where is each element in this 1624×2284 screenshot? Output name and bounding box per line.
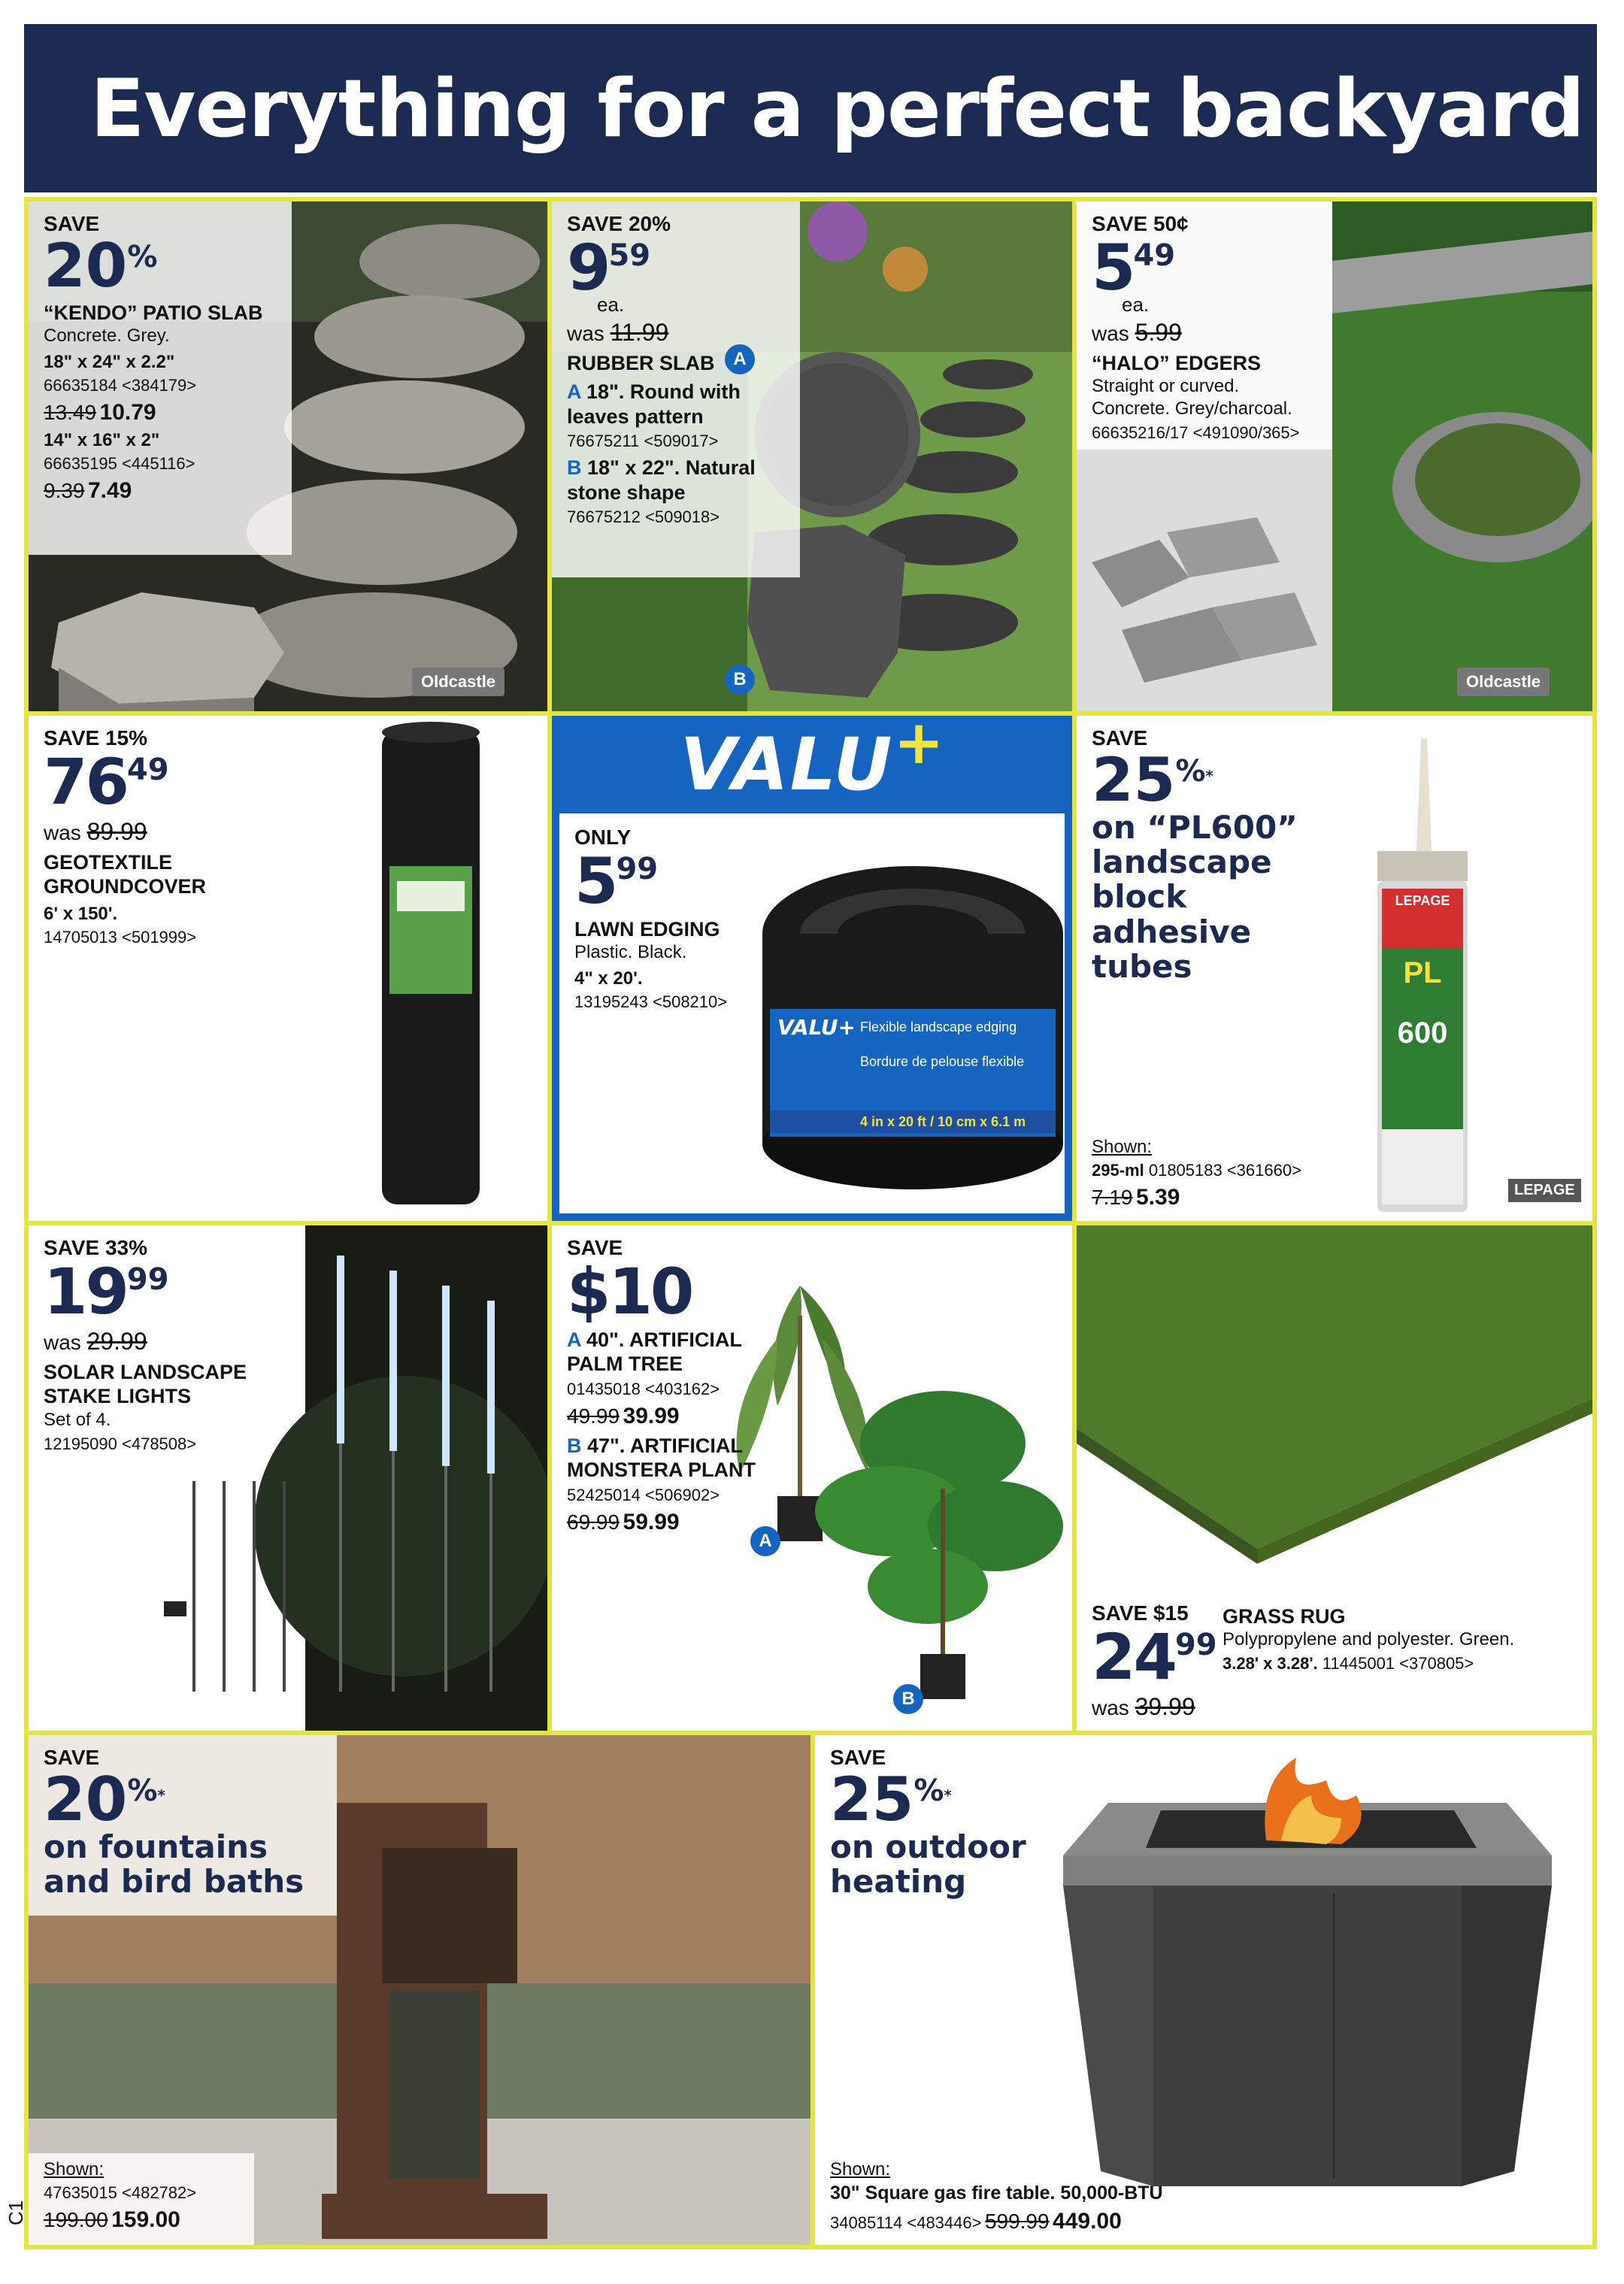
solar-lights-tile[interactable] <box>29 1225 547 1731</box>
product-description: Set of 4. <box>44 1409 111 1430</box>
artificial-plants-tile[interactable] <box>552 1225 1072 1731</box>
promo-text: on fountains and bird baths <box>44 1828 304 1901</box>
patio-slab-tile[interactable] <box>29 201 547 711</box>
shown-label: Shown: <box>830 2159 891 2179</box>
package-line-2: Bordure de pelouse flexible <box>860 1054 1025 1069</box>
sale-price: $24^{99}$ <box>1092 1620 1217 1694</box>
save-amount: $10 <box>567 1255 692 1328</box>
package-line-1: Flexible landscape edging <box>860 1019 1017 1034</box>
variant-a-badge: A <box>725 344 755 374</box>
product-name: SOLAR LANDSCAPE <box>44 1361 247 1383</box>
variant-size: 14" x 16" x 2" <box>44 430 160 451</box>
was-price: was 11.99 <box>567 319 669 346</box>
save-label: SAVE 33% <box>44 1236 147 1259</box>
product-sku: 47635015 <482782> <box>44 2183 197 2202</box>
save-label: SAVE 50¢ <box>1092 212 1189 235</box>
outdoor-heating-tile[interactable] <box>815 1735 1592 2245</box>
product-sku: 12195090 <478508> <box>44 1434 197 1453</box>
variant-b-sku: 76675212 <509018> <box>567 507 720 526</box>
variant-sku: 66635184 <384179> <box>44 376 197 395</box>
product-name: GRASS RUG <box>1223 1605 1346 1628</box>
product-sku: 295-ml 01805183 <361660> <box>1092 1161 1301 1180</box>
variant-b-price: 69.99 59.99 <box>567 1509 680 1534</box>
package-brand: VALU+ <box>777 1015 856 1040</box>
product-sku: 66635216/17 <491090/365> <box>1092 423 1300 443</box>
save-label: SAVE $15 <box>1092 1601 1189 1625</box>
save-label: SAVE 15% <box>44 726 147 750</box>
product-name: GROUNDCOVER <box>44 875 207 898</box>
save-percent: 20% <box>44 231 158 301</box>
shown-label: Shown: <box>44 2159 105 2179</box>
promo-text: on outdoor heating <box>830 1828 1026 1901</box>
product-sku: 13195243 <508210> <box>574 992 728 1012</box>
product-name: GEOTEXTILE <box>44 851 173 874</box>
product-description: Plastic. Black. <box>574 942 687 963</box>
sale-price: $9^{59}$ ea. <box>567 231 651 316</box>
save-label: SAVE <box>830 1746 886 1769</box>
variant-b-badge: B <box>725 665 755 695</box>
tube-number: 600 <box>1397 1016 1448 1050</box>
lawn-edging-tile[interactable] <box>552 716 1072 1221</box>
save-percent: 20%* <box>44 1764 165 1834</box>
was-price: was 5.99 <box>1092 319 1182 346</box>
variant-b-badge: B <box>893 1684 923 1714</box>
rubber-slab-tile[interactable] <box>552 201 1072 711</box>
lepage-logo: LEPAGE <box>1508 1179 1581 1202</box>
save-label: SAVE <box>44 212 100 235</box>
save-percent: 25%* <box>830 1764 952 1834</box>
grass-rug-tile[interactable] <box>1077 1225 1592 1731</box>
package-size: 4 in x 20 ft / 10 cm x 6.1 m <box>860 1114 1026 1129</box>
variant-price: 9.39 7.49 <box>44 478 132 504</box>
variant-a-badge: A <box>750 1526 780 1556</box>
product-description: Polypropylene and polyester. Green. <box>1223 1629 1515 1650</box>
product-price: 34085114 <483446> 599.99 449.00 <box>830 2209 1122 2234</box>
product-description: Concrete. Grey. <box>44 326 170 347</box>
product-price: 7.19 5.39 <box>1092 1185 1180 1210</box>
was-price: was 39.99 <box>1092 1693 1195 1720</box>
product-price: 199.00 159.00 <box>44 2207 180 2232</box>
variant-b: B 47". ARTIFICIAL MONSTERA PLANT <box>567 1434 756 1482</box>
product-sku: 14705013 <501999> <box>44 927 197 947</box>
valu-plus-panel <box>559 813 1065 1213</box>
save-label: SAVE <box>44 1746 100 1769</box>
product-description: Straight or curved. <box>1092 376 1240 397</box>
product-size: 4" x 20'. <box>574 968 643 989</box>
variant-a: A 18". Round with leaves pattern <box>567 380 741 428</box>
promo-text: on “PL600” landscape block adhesive tubes <box>1092 809 1298 985</box>
page-header <box>24 24 1597 192</box>
variant-a-sku: 76675211 <509017> <box>567 432 719 451</box>
variant-b-sku: 52425014 <506902> <box>567 1485 720 1504</box>
page-title: Everything for a perfect backyard <box>90 62 1585 155</box>
oldcastle-logo: Oldcastle <box>412 668 504 696</box>
product-description: Concrete. Grey/charcoal. <box>1092 398 1292 420</box>
variant-price: 13.49 10.79 <box>44 400 156 426</box>
sale-price: $19^{99}$ <box>44 1255 169 1328</box>
product-name: 30" Square gas fire table. 50,000-BTU <box>830 2183 1163 2204</box>
fountain-tile[interactable] <box>29 1735 810 2245</box>
tube-label: PL <box>1403 956 1442 989</box>
halo-edgers-tile[interactable] <box>1077 201 1592 711</box>
variant-size: 18" x 24" x 2.2" <box>44 352 175 373</box>
sale-price: $5^{99}$ <box>574 844 659 918</box>
variant-a-price: 49.99 39.99 <box>567 1403 680 1428</box>
save-label: SAVE 20% <box>567 212 671 235</box>
sale-price: $5^{49}$ ea. <box>1092 231 1176 316</box>
product-sku: 3.28' x 3.28'. 11445001 <370805> <box>1223 1654 1474 1674</box>
valu-plus-logo: VALU + <box>680 716 944 807</box>
pl600-tile[interactable] <box>1077 716 1592 1221</box>
oldcastle-logo: Oldcastle <box>1457 668 1550 696</box>
save-label: SAVE <box>567 1236 623 1259</box>
tube-brand: LEPAGE <box>1395 893 1450 908</box>
shown-label: Shown: <box>1092 1137 1153 1157</box>
variant-b: B 18" x 22". Natural stone shape <box>567 456 756 504</box>
save-percent: 25%* <box>1092 745 1213 815</box>
was-price: was 89.99 <box>44 818 147 845</box>
product-name: RUBBER SLAB <box>567 352 715 374</box>
variant-a: A 40". ARTIFICIAL PALM TREE <box>567 1328 742 1376</box>
variant-sku: 66635195 <445116> <box>44 454 195 474</box>
page-code: C1 <box>5 2200 27 2225</box>
variant-a-sku: 01435018 <403162> <box>567 1379 720 1398</box>
product-name: STAKE LIGHTS <box>44 1385 192 1408</box>
was-price: was 29.99 <box>44 1328 147 1355</box>
save-label: SAVE <box>1092 726 1148 750</box>
product-name: LAWN EDGING <box>574 918 720 941</box>
geotextile-tile[interactable] <box>29 716 547 1221</box>
product-name: “HALO” EDGERS <box>1092 352 1262 374</box>
sale-price: $76^{49}$ <box>44 745 169 819</box>
product-size: 6' x 150'. <box>44 903 118 924</box>
only-label: ONLY <box>574 825 632 849</box>
product-name: “KENDO” PATIO SLAB <box>44 301 263 324</box>
